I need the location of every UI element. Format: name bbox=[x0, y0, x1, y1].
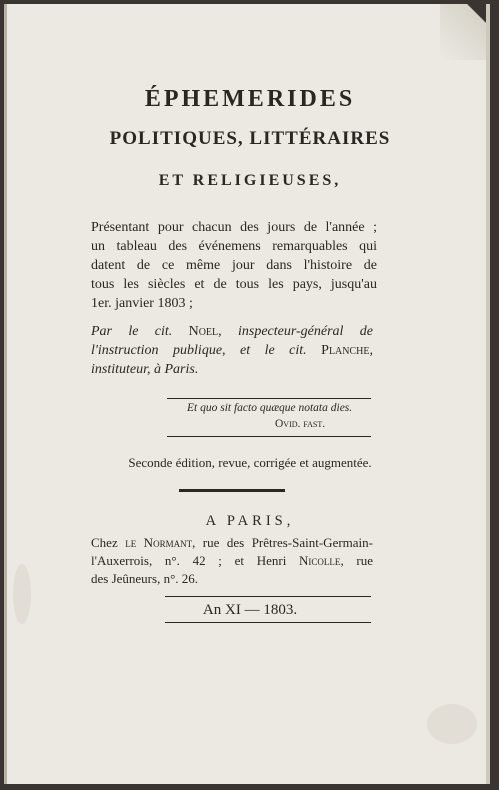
publisher-imprint bbox=[91, 534, 373, 588]
description-line: tous les siècles et de tous les pays, jusqu'au bbox=[91, 277, 377, 292]
edition-note: Seconde édition, revue, corrigée et augmentée. bbox=[128, 455, 372, 470]
publisher-name-2: Nicolle bbox=[299, 553, 341, 568]
ornament-rule bbox=[179, 489, 285, 492]
publisher-line-1 bbox=[91, 534, 373, 552]
author-line-2 bbox=[91, 341, 373, 360]
author-line-1 bbox=[91, 322, 373, 341]
author-name-1: Noel bbox=[188, 324, 219, 339]
publisher-line-3: des Jeûneurs, n°. 26. bbox=[91, 571, 199, 586]
publisher-text: l'Auxerrois, n°. 42 ; et Henri bbox=[91, 553, 287, 568]
publisher-text: Chez bbox=[91, 535, 118, 550]
author-text: , bbox=[369, 343, 373, 358]
publication-date: An XI — 1803. bbox=[202, 602, 298, 618]
description-line: 1er. janvier 1803 ; bbox=[91, 296, 193, 311]
epigraph-source: Ovid. fast. bbox=[275, 418, 326, 430]
folded-corner bbox=[440, 4, 486, 60]
publisher-line-2 bbox=[91, 552, 373, 570]
subtitle-line-2: ET RELIGIEUSES, bbox=[158, 172, 342, 189]
author-line-3: instituteur, à Paris. bbox=[91, 362, 199, 377]
rule-bottom-date bbox=[165, 622, 371, 623]
publisher-name-1: le Normant bbox=[125, 535, 193, 550]
description bbox=[91, 218, 377, 313]
subtitle-line-1: POLITIQUES, LITTÉRAIRES bbox=[109, 128, 391, 149]
publisher-text: , rue bbox=[340, 553, 374, 568]
publisher-text: , rue des Prêtres-Saint-Germain- bbox=[192, 535, 373, 550]
epigraph-quote: Et quo sit facto quæque notata dies. bbox=[187, 402, 353, 414]
author-text: Par le cit. bbox=[91, 324, 173, 339]
rule-top-date bbox=[165, 596, 371, 597]
paper-stain bbox=[427, 704, 477, 744]
imprint-place: A PARIS, bbox=[205, 513, 295, 529]
author-name-2: Planche bbox=[321, 343, 370, 358]
rule-bottom-epigraph bbox=[167, 436, 371, 437]
description-line: un tableau des événemens remarquables qui bbox=[91, 239, 377, 254]
author-credit bbox=[91, 322, 373, 379]
description-line: datent de ce même jour dans l'histoire de bbox=[91, 258, 377, 273]
description-line: Présentant pour chacun des jours de l'année ; bbox=[91, 220, 377, 235]
author-text: l'instruction publique, et le cit. bbox=[91, 343, 307, 358]
rule-top-epigraph bbox=[167, 398, 371, 399]
book-title: ÉPHEMERIDES bbox=[144, 86, 356, 112]
author-text: , inspecteur-général de bbox=[218, 324, 373, 339]
title-page bbox=[4, 4, 490, 784]
